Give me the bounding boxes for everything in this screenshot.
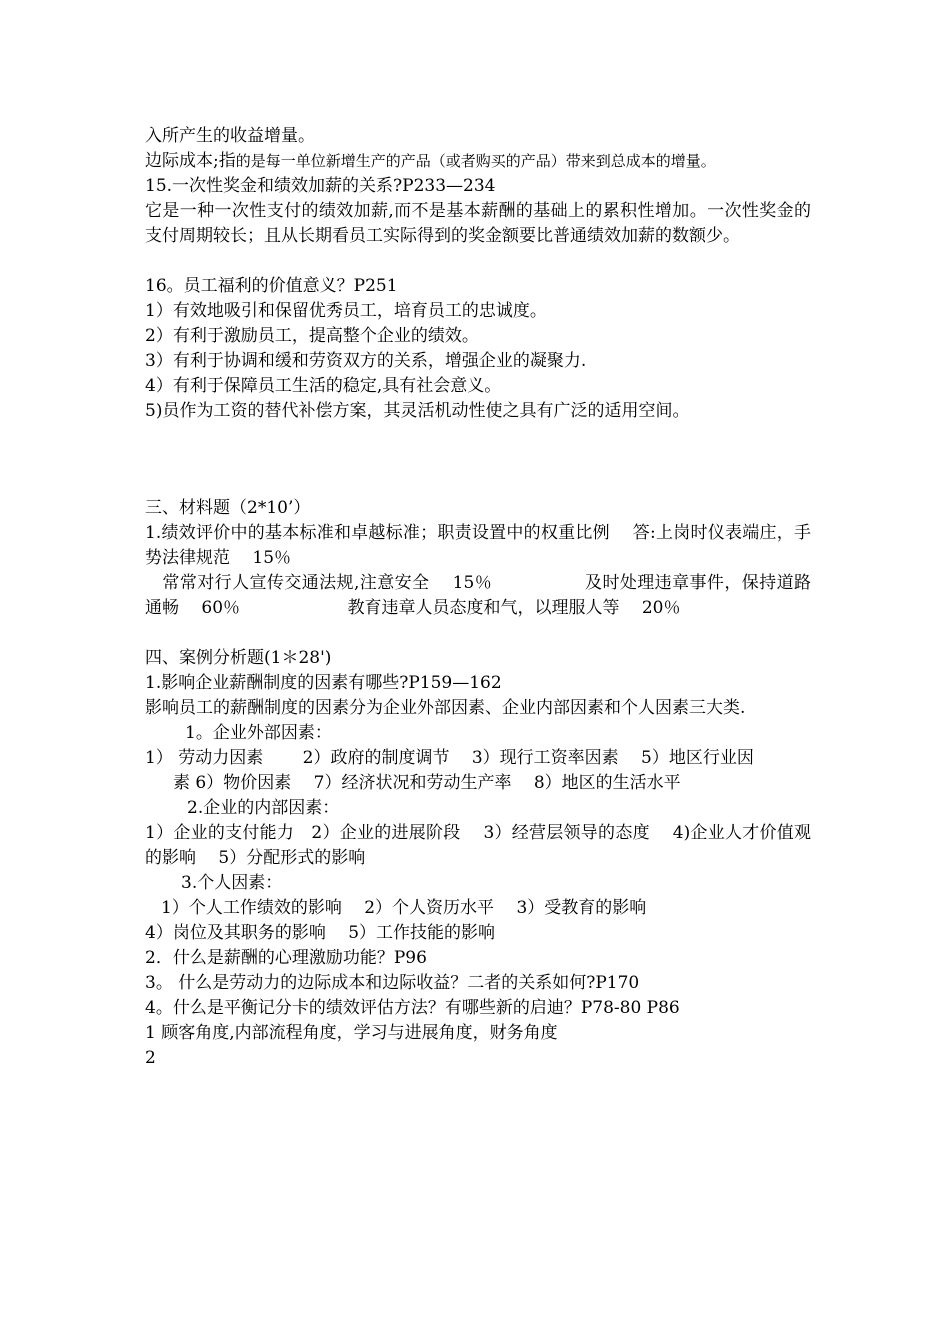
- question-heading: 2．什么是薪酬的心理激励功能？P96: [145, 948, 427, 968]
- list-item: 素 6）物价因素 7）经济状况和劳动生产率 8）地区的生活水平: [173, 773, 681, 793]
- term-label: 边际成本;指: [145, 151, 236, 171]
- section-heading: 四、案例分析题(1＊28'): [145, 648, 332, 668]
- subheading: 1。企业外部因素：: [185, 723, 332, 743]
- answer-paragraph: 1.绩效评价中的基本标准和卓越标准；职责设置中的权重比例 答:上岗时仪表端庄，手势法律规范 15％: [145, 523, 811, 568]
- question-heading: 4。什么是平衡记分卡的绩效评估方法？有哪些新的启迪？P78-80 P86: [145, 998, 680, 1018]
- spacer: [145, 424, 811, 496]
- answer-paragraph: 常常对行人宣传交通法规,注意安全 15％ 及时处理违章事件，保持道路通畅 60％ 教育违章人员态度和气，以理服人等 20％: [145, 573, 811, 618]
- list-item: 1）个人工作绩效的影响 2）个人资历水平 3）受教育的影响: [161, 898, 647, 918]
- text-line: 入所产生的收益增量。: [145, 126, 315, 146]
- text-line: [145, 149, 811, 174]
- list-item: 2）有利于激励员工，提高整个企业的绩效。: [145, 326, 479, 346]
- spacer: [145, 621, 811, 646]
- list-item: 1）企业的支付能力 2）企业的进展阶段 3）经营层领导的态度 4)企业人才价值观的影响 5）分配形式的影响: [145, 823, 811, 868]
- question-heading: 15.一次性奖金和绩效加薪的关系?P233—234: [145, 176, 496, 196]
- subheading: 3.个人因素：: [181, 873, 283, 893]
- question-heading: 1.影响企业薪酬制度的因素有哪些?P159—162: [145, 673, 502, 693]
- answer-paragraph: 它是一种一次性支付的绩效加薪,而不是基本薪酬的基础上的累积性增加。一次性奖金的支付周期较长；且从长期看员工实际得到的奖金额要比普通绩效加薪的数额少。: [145, 201, 811, 246]
- answer-paragraph: 影响员工的薪酬制度的因素分为企业外部因素、企业内部因素和个人因素三大类.: [145, 698, 746, 718]
- section-heading: 三、材料题（2*10’）: [145, 498, 311, 518]
- list-item: 4）岗位及其职务的影响 5）工作技能的影响: [145, 923, 496, 943]
- question-heading: 3。 什么是劳动力的边际成本和边际收益？二者的关系如何?P170: [145, 973, 640, 993]
- term-definition: 的是每一单位新增生产的产品（或者购买的产品）带来到总成本的增量。: [235, 152, 716, 170]
- list-item: 1） 劳动力因素 2）政府的制度调节 3）现行工资率因素 5）地区行业因: [145, 748, 754, 768]
- list-item: 1）有效地吸引和保留优秀员工，培育员工的忠诚度。: [145, 301, 547, 321]
- list-item: 5)员作为工资的替代补偿方案，其灵活机动性使之具有广泛的适用空间。: [145, 401, 690, 421]
- list-item: 4）有利于保障员工生活的稳定,具有社会意义。: [145, 376, 502, 396]
- document-page: [145, 124, 811, 1071]
- question-heading: 16。员工福利的价值意义？P251: [145, 276, 398, 296]
- list-item: 2: [145, 1048, 156, 1068]
- subheading: 2.企业的内部因素：: [187, 798, 340, 818]
- list-item: 1 顾客角度,内部流程角度，学习与进展角度，财务角度: [145, 1023, 558, 1043]
- list-item: 3）有利于协调和缓和劳资双方的关系，增强企业的凝聚力.: [145, 351, 587, 371]
- spacer: [145, 249, 811, 274]
